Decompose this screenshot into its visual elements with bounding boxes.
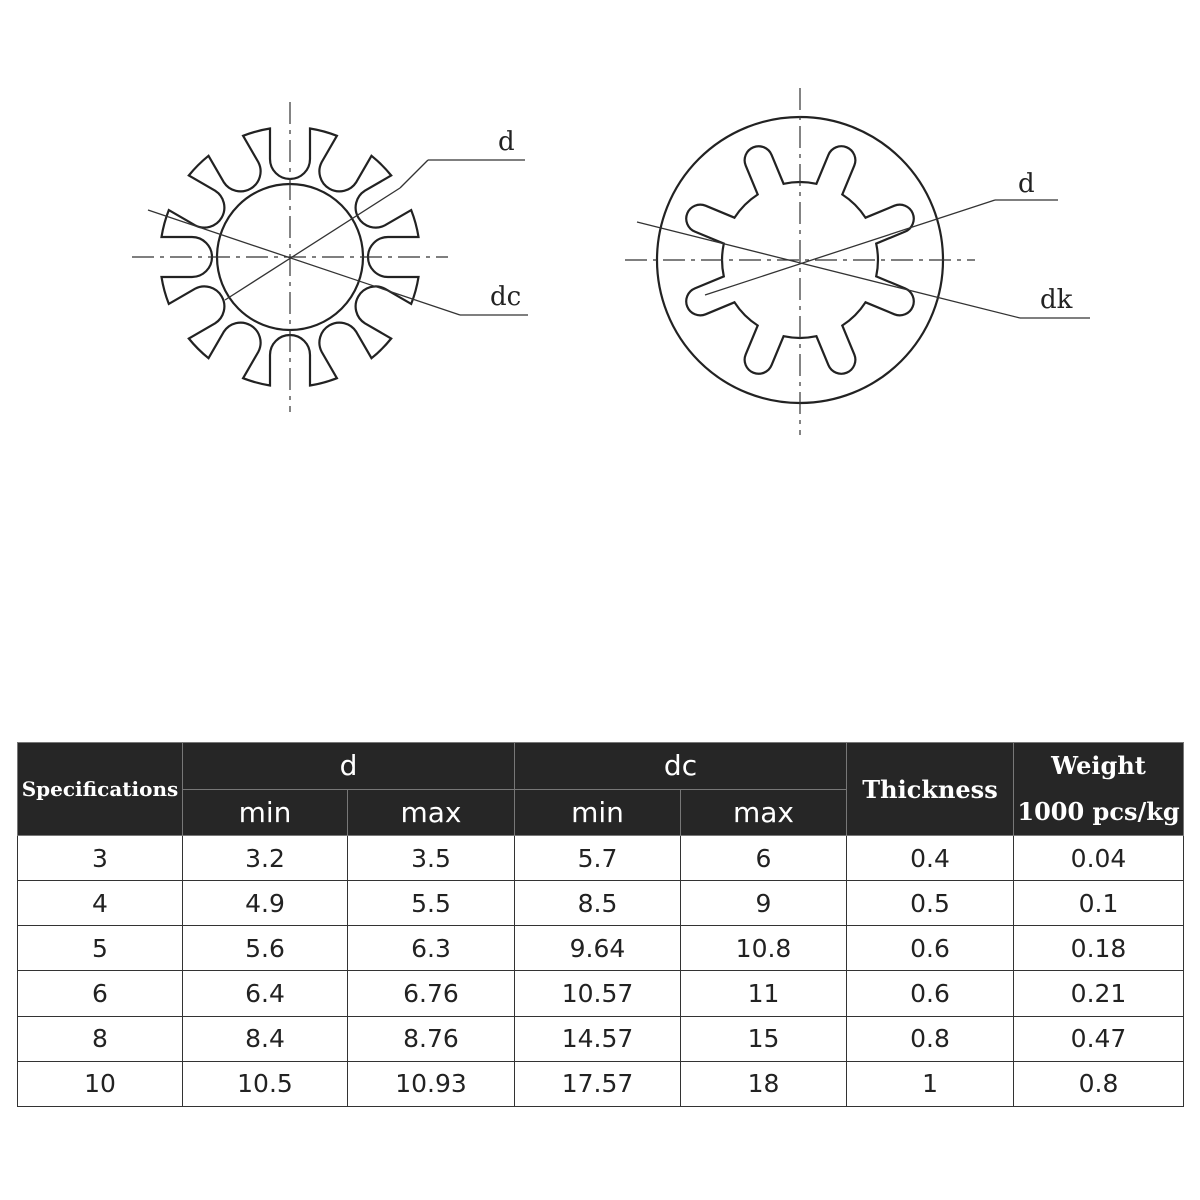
cell-dc-max: 9: [681, 881, 847, 926]
cell-weight: 0.04: [1014, 836, 1184, 881]
cell-spec: 6: [18, 971, 183, 1016]
cell-thickness: 0.8: [847, 1016, 1014, 1061]
cell-spec: 5: [18, 926, 183, 971]
cell-d-min: 3.2: [183, 836, 348, 881]
cell-weight: 0.18: [1014, 926, 1184, 971]
cell-dc-max: 18: [681, 1061, 847, 1106]
cell-spec: 4: [18, 881, 183, 926]
table-row: [18, 881, 1184, 926]
internal-label-d: d: [1018, 169, 1035, 199]
header-d-min: min: [183, 789, 348, 836]
cell-spec: 8: [18, 1016, 183, 1061]
header-dc: dc: [515, 743, 847, 790]
cell-weight: 0.21: [1014, 971, 1184, 1016]
cell-spec: 3: [18, 836, 183, 881]
header-specifications: Specifications: [18, 743, 183, 836]
cell-dc-max: 11: [681, 971, 847, 1016]
technical-drawings: [0, 0, 1200, 460]
internal-label-dk: dk: [1040, 285, 1073, 315]
cell-thickness: 0.6: [847, 926, 1014, 971]
table-row: [18, 836, 1184, 881]
header-weight-line1: Weight: [1051, 751, 1146, 780]
header-weight-line2: 1000 pcs/kg: [1017, 797, 1180, 826]
cell-weight: 0.8: [1014, 1061, 1184, 1106]
cell-dc-max: 15: [681, 1016, 847, 1061]
cell-weight: 0.1: [1014, 881, 1184, 926]
table-row: [18, 971, 1184, 1016]
cell-d-max: 6.76: [348, 971, 515, 1016]
header-thickness: Thickness: [847, 743, 1014, 836]
cell-d-max: 3.5: [348, 836, 515, 881]
table-row: [18, 1061, 1184, 1106]
cell-d-min: 5.6: [183, 926, 348, 971]
header-d: d: [183, 743, 515, 790]
external-tooth-washer-drawing: [132, 102, 528, 412]
cell-dc-min: 9.64: [515, 926, 681, 971]
table-row: [18, 926, 1184, 971]
header-weight: [1014, 743, 1184, 836]
cell-d-max: 10.93: [348, 1061, 515, 1106]
cell-thickness: 0.4: [847, 836, 1014, 881]
header-d-max: max: [348, 789, 515, 836]
table-body: [18, 836, 1184, 1107]
cell-d-min: 10.5: [183, 1061, 348, 1106]
cell-dc-max: 10.8: [681, 926, 847, 971]
header-dc-min: min: [515, 789, 681, 836]
internal-leader-dk: [637, 222, 1020, 318]
external-leader-d-tail: [400, 160, 428, 188]
cell-weight: 0.47: [1014, 1016, 1184, 1061]
cell-d-max: 5.5: [348, 881, 515, 926]
external-label-d: d: [498, 127, 515, 157]
external-label-dc: dc: [490, 282, 522, 312]
specification-table: [17, 742, 1184, 1107]
cell-dc-min: 5.7: [515, 836, 681, 881]
cell-thickness: 0.5: [847, 881, 1014, 926]
cell-thickness: 0.6: [847, 971, 1014, 1016]
header-dc-max: max: [681, 789, 847, 836]
cell-d-min: 8.4: [183, 1016, 348, 1061]
cell-dc-min: 17.57: [515, 1061, 681, 1106]
cell-d-max: 6.3: [348, 926, 515, 971]
internal-tooth-washer-drawing: [625, 88, 1090, 435]
cell-thickness: 1: [847, 1061, 1014, 1106]
internal-leader-d: [705, 200, 995, 295]
cell-dc-min: 8.5: [515, 881, 681, 926]
cell-spec: 10: [18, 1061, 183, 1106]
cell-dc-min: 10.57: [515, 971, 681, 1016]
cell-dc-min: 14.57: [515, 1016, 681, 1061]
cell-dc-max: 6: [681, 836, 847, 881]
external-leader-dc: [148, 210, 460, 315]
cell-d-min: 6.4: [183, 971, 348, 1016]
table-row: [18, 1016, 1184, 1061]
cell-d-max: 8.76: [348, 1016, 515, 1061]
cell-d-min: 4.9: [183, 881, 348, 926]
